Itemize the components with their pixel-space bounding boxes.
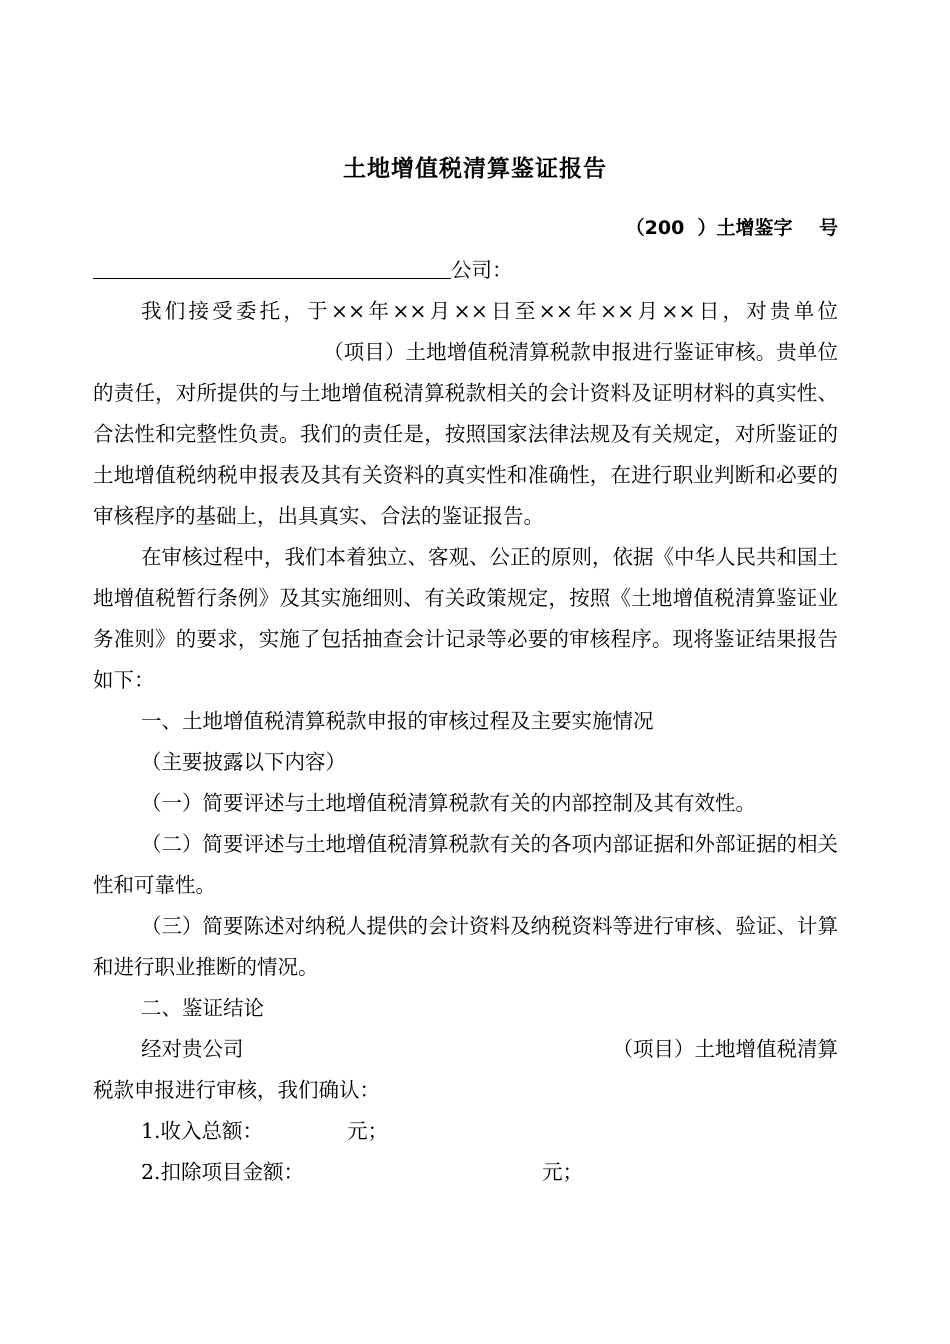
addressee-suffix: 公司：: [451, 258, 513, 282]
paragraph-process: 在审核过程中，我们本着独立、客观、公正的原则，依据《中华人民共和国土地增值税暂行条例》及其实施细则、有关政策规定，按照《土地增值税清算鉴证业务准则》的要求，实施了包括抽查会计记录等必要的审核程序。现将鉴证结果报告如下：: [93, 545, 838, 692]
total-income-line: [93, 1111, 838, 1152]
conclusion-line: [93, 1029, 838, 1070]
deduction-amount-line: [93, 1152, 838, 1193]
section-1-item-1: （一）简要评述与土地增值税清算税款有关的内部控制及其有效性。: [141, 791, 756, 815]
deduction-amount-label: 2.扣除项目金额：: [141, 1160, 305, 1184]
engagement-text-rest: （项目）土地增值税清算税款申报进行鉴证审核。贵单位的责任，对所提供的与土地增值税清算税款相关的会计资料及证明材料的真实性、合法性和完整性负责。我们的责任是，按照国家法律法规及有关规定，对所鉴证的土地增值税纳税申报表及其有关资料的真实性和准确性，在进行职业判断和必要的审核程序的基础上，出具真实、合法的鉴证报告。: [93, 340, 838, 528]
addressee-blank: [93, 254, 451, 279]
conclusion-text-start: 经对贵公司: [141, 1037, 244, 1061]
section-1-heading: 一、土地增值税清算税款申报的审核过程及主要实施情况: [141, 709, 654, 733]
total-income-label: 1.收入总额：: [141, 1119, 264, 1143]
section-1-item-2: （二）简要评述与土地增值税清算税款有关的各项内部证据和外部证据的相关性和可靠性。: [93, 832, 838, 897]
deduction-amount-unit: 元；: [542, 1160, 584, 1184]
addressee-line: [93, 250, 838, 291]
paragraph-engagement: [93, 291, 838, 537]
conclusion-text-project: （项目）土地增值税清算: [612, 1037, 838, 1061]
section-1-note: （主要披露以下内容）: [141, 750, 346, 774]
document-number: （200 ）土增鉴字 号: [625, 217, 838, 239]
engagement-text-start: 我们接受委托，于××年××月××日至××年××月××日，对贵单位: [141, 299, 838, 323]
conclusion-text-continued: 税款申报进行审核，我们确认：: [93, 1078, 380, 1102]
section-2-heading: 二、鉴证结论: [141, 996, 264, 1020]
section-1-item-3: （三）简要陈述对纳税人提供的会计资料及纳税资料等进行审核、验证、计算和进行职业推断的情况。: [93, 914, 838, 979]
total-income-unit: 元；: [347, 1119, 389, 1143]
report-body: [93, 250, 838, 1193]
report-title: 土地增值税清算鉴证报告: [343, 156, 607, 182]
